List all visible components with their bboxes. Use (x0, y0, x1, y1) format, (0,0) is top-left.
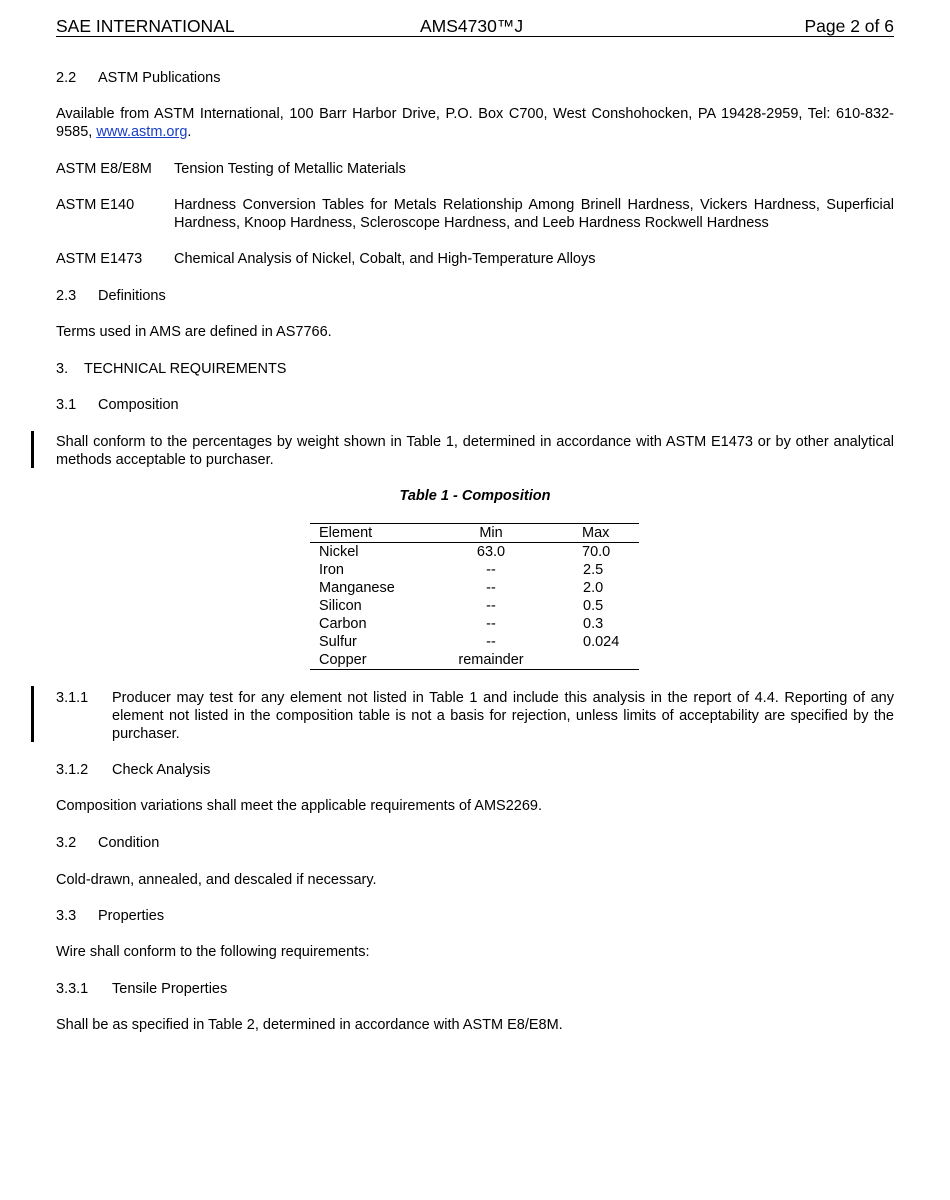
table-row (310, 615, 639, 633)
section-title: Condition (98, 835, 160, 851)
section-heading-2-3 (56, 287, 894, 305)
reference-item (56, 250, 894, 268)
section-title: Composition (98, 397, 179, 413)
cell-element: Iron (319, 562, 344, 578)
section-title: Tensile Properties (112, 981, 228, 997)
cell-min: 63.0 (476, 544, 506, 560)
tensile-properties-paragraph: Shall be as specified in Table 2, determined in accordance with ASTM E8/E8M. (56, 1017, 563, 1033)
table-row (310, 543, 639, 561)
reference-code: ASTM E1473 (56, 251, 143, 267)
cell-min: -- (486, 580, 496, 596)
cell-element: Manganese (319, 580, 395, 596)
reference-item (56, 160, 894, 178)
section-3-1-1 (56, 689, 894, 743)
column-header-element: Element (319, 525, 373, 541)
reference-title: Tension Testing of Metallic Materials (174, 161, 406, 177)
section-number: 3.1 (56, 397, 77, 413)
cell-element: Nickel (319, 544, 359, 560)
cell-max: 0.3 (583, 616, 604, 632)
cell-min: -- (486, 598, 496, 614)
cell-max: 2.0 (583, 580, 604, 596)
astm-availability-paragraph (56, 105, 894, 141)
cell-element: Silicon (319, 598, 362, 614)
reference-code: ASTM E8/E8M (56, 161, 152, 177)
cell-min: -- (486, 634, 496, 650)
section-heading-3-3 (56, 907, 894, 925)
section-heading-3 (56, 360, 894, 378)
page-header (56, 14, 894, 37)
cell-element: Sulfur (319, 634, 357, 650)
table-header-row (310, 524, 639, 543)
header-document-id: AMS4730™J (420, 16, 524, 36)
section-heading-3-1-2 (56, 761, 894, 779)
section-title: ASTM Publications (98, 70, 221, 86)
condition-paragraph: Cold-drawn, annealed, and descaled if necessary. (56, 872, 377, 888)
element-testing-paragraph: Producer may test for any element not listed in Table 1 and include this analysis in the report of 4.4. Reporting of any element not listed in the composition table is not a basis for rejection, unless limits of acceptability are specified by the purchaser. (112, 690, 894, 742)
cell-min: -- (486, 562, 496, 578)
section-number: 3.1.1 (56, 690, 89, 706)
reference-item (56, 196, 894, 232)
header-organization: SAE INTERNATIONAL (56, 16, 235, 36)
table-row (310, 597, 639, 615)
section-number: 3. (56, 361, 69, 377)
section-number: 3.3.1 (56, 981, 89, 997)
cell-min: -- (486, 616, 496, 632)
table-row (310, 561, 639, 579)
period: . (187, 124, 192, 140)
astm-website-link[interactable]: www.astm.org (96, 124, 188, 140)
section-heading-3-1 (56, 396, 894, 414)
cell-max: 0.5 (583, 598, 604, 614)
section-number: 2.2 (56, 70, 77, 86)
composition-paragraph: Shall conform to the percentages by weight shown in Table 1, determined in accordance with ASTM E1473 or by other analytical methods acceptable to purchaser. (56, 434, 894, 468)
column-header-min: Min (479, 525, 503, 541)
section-number: 3.3 (56, 908, 77, 924)
section-number: 3.1.2 (56, 762, 89, 778)
section-title: TECHNICAL REQUIREMENTS (84, 361, 287, 377)
reference-title: Hardness Conversion Tables for Metals Relationship Among Brinell Hardness, Vickers Hardness, Superficial Hardness, Knoop Hardness, Scleroscope Hardness, and Leeb Hardness Rockwell Hardness (174, 197, 894, 231)
cell-max: 0.024 (583, 634, 620, 650)
section-title: Definitions (98, 288, 166, 304)
cell-element: Carbon (319, 616, 367, 632)
section-number: 2.3 (56, 288, 77, 304)
table-row (310, 633, 639, 651)
section-title: Check Analysis (112, 762, 211, 778)
availability-text: Available from ASTM International, 100 Barr Harbor Drive, P.O. Box C700, West Conshohocken, PA 19428-2959, Tel: 610-832-9585, (56, 106, 894, 140)
cell-max: 2.5 (583, 562, 604, 578)
section-heading-3-3-1 (56, 980, 894, 998)
reference-title: Chemical Analysis of Nickel, Cobalt, and High-Temperature Alloys (174, 251, 596, 267)
section-heading-3-2 (56, 834, 894, 852)
properties-paragraph: Wire shall conform to the following requirements: (56, 944, 370, 960)
table-row (310, 651, 639, 669)
section-number: 3.2 (56, 835, 77, 851)
composition-table (310, 523, 639, 670)
table-row (310, 579, 639, 597)
definitions-paragraph: Terms used in AMS are defined in AS7766. (56, 324, 332, 340)
column-header-max: Max (582, 525, 610, 541)
table-caption: Table 1 - Composition (399, 488, 551, 504)
cell-min: remainder (458, 652, 524, 668)
section-heading-2-2 (56, 69, 894, 87)
cell-max: 70.0 (582, 544, 611, 560)
revision-change-bar (31, 431, 34, 468)
header-page-number: Page 2 of 6 (804, 16, 894, 36)
section-title: Properties (98, 908, 165, 924)
check-analysis-paragraph: Composition variations shall meet the applicable requirements of AMS2269. (56, 798, 543, 814)
cell-element: Copper (319, 652, 367, 668)
revision-change-bar (31, 686, 34, 742)
reference-code: ASTM E140 (56, 197, 135, 213)
